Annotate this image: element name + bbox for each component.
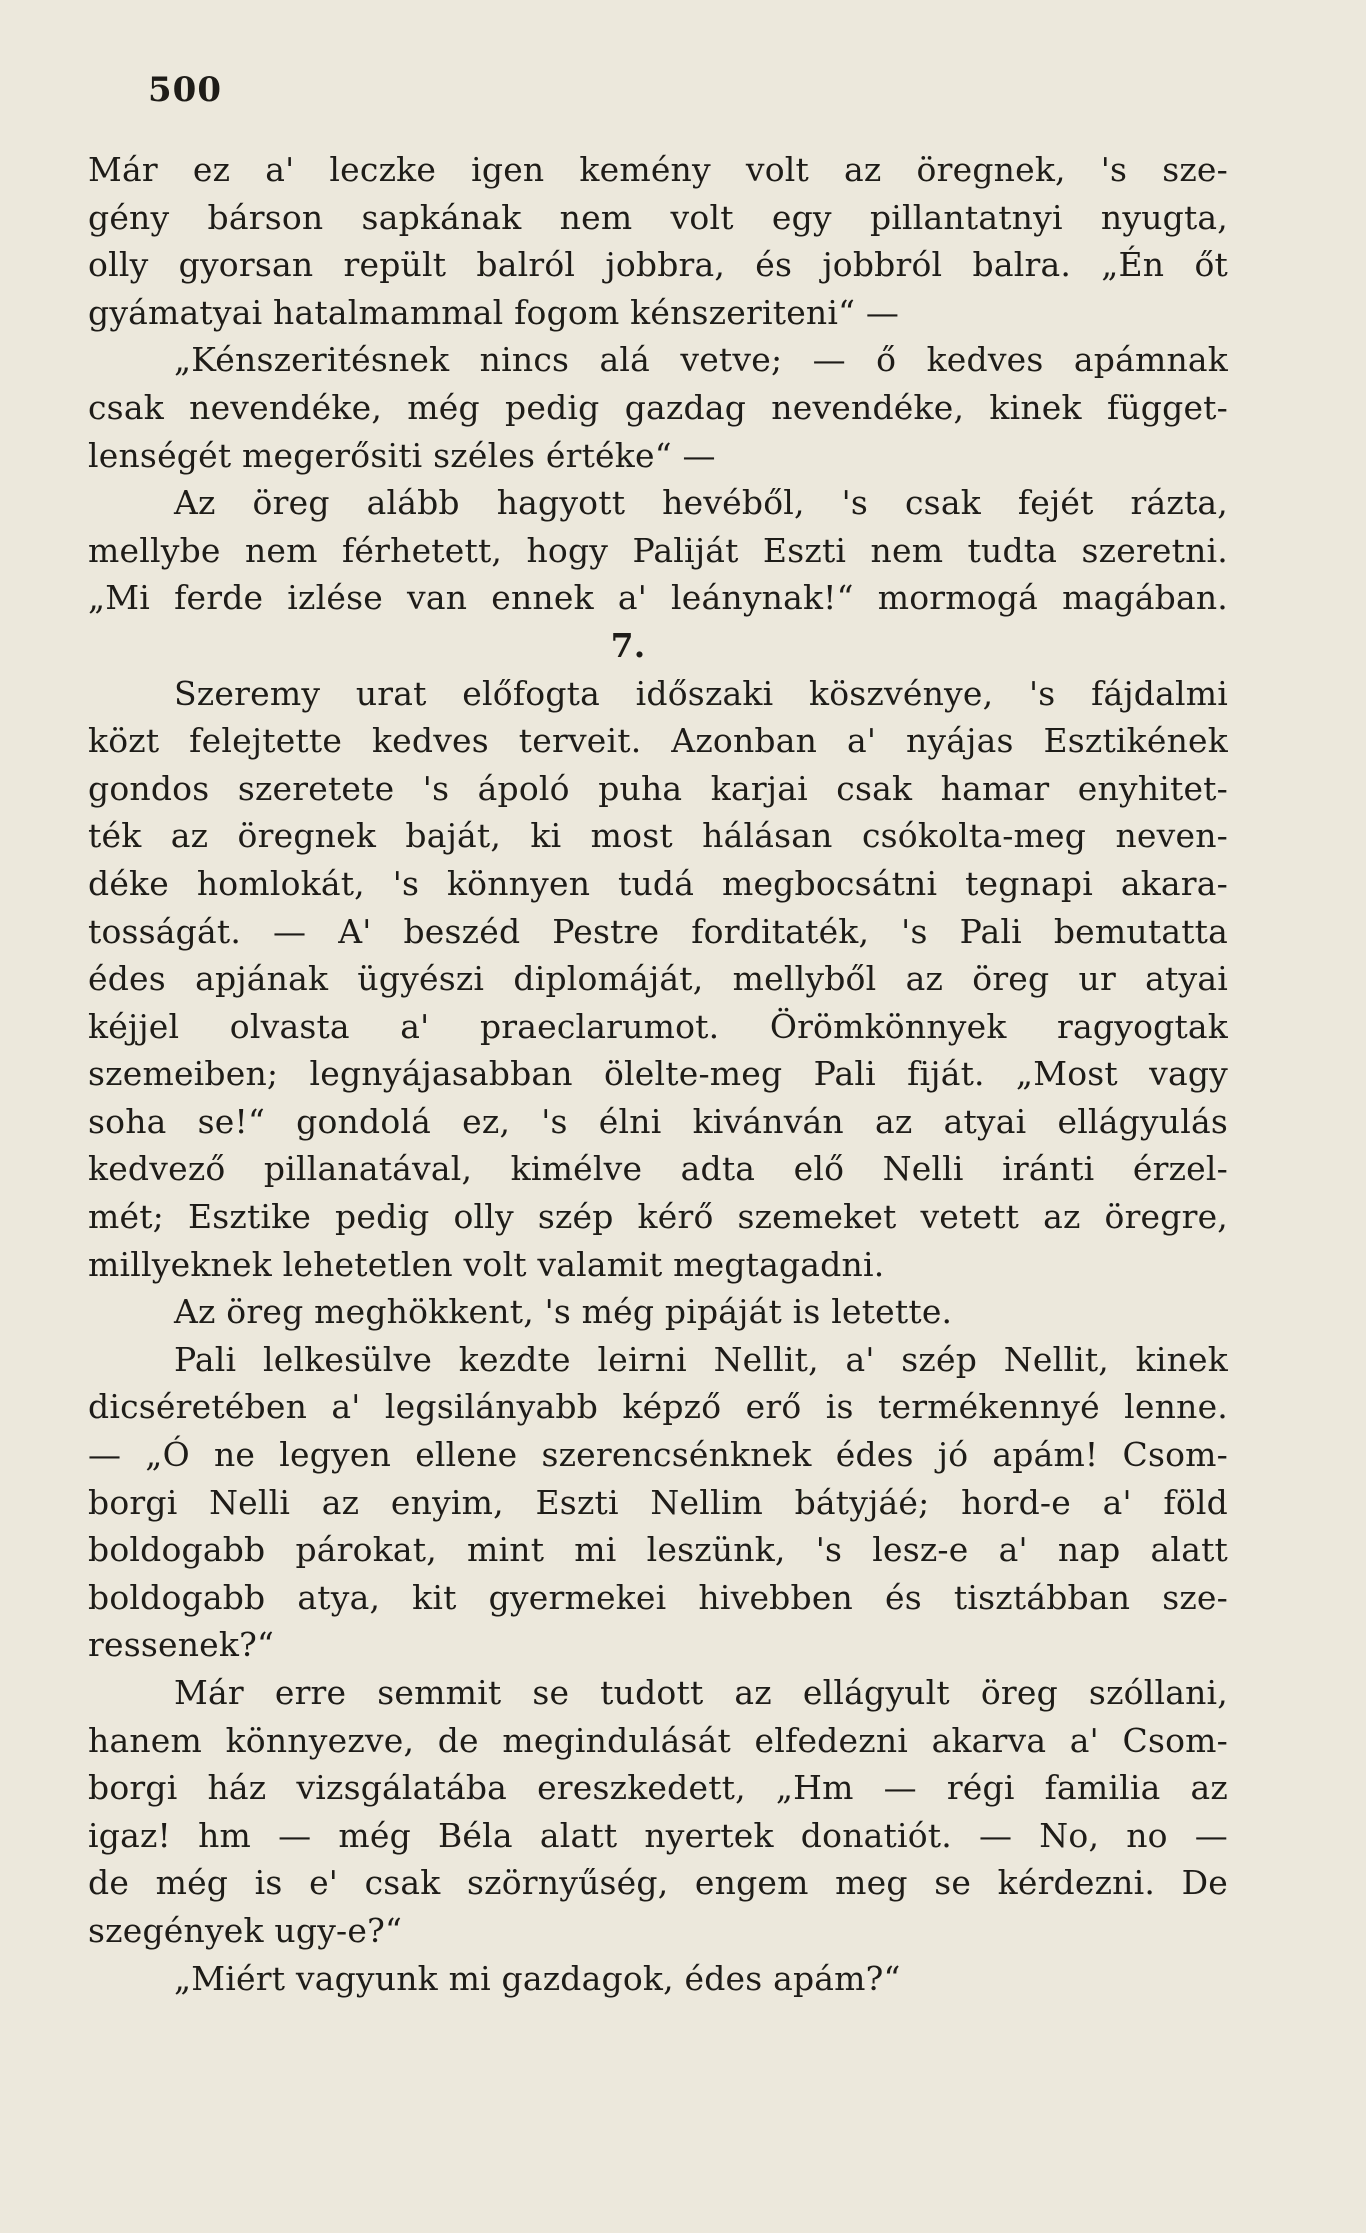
text-line: Pali lelkesülve kezdte leirni Nellit, a' szép Nellit, kinek: [174, 1339, 1228, 1379]
text-line: közt felejtette kedves terveit. Azonban a' nyájas Esztikének: [88, 721, 1228, 761]
text-line: kéjjel olvasta a' praeclarumot. Örömkönnyek ragyogtak: [88, 1006, 1228, 1046]
text-line: Az öreg alább hagyott hevéből, 's csak fejét rázta,: [174, 483, 1228, 523]
text-line: „Mi ferde izlése van ennek a' leánynak!“ mormogá magában.: [88, 578, 1228, 618]
text-line: mellybe nem férhetett, hogy Paliját Eszti nem tudta szeretni.: [88, 530, 1228, 570]
text-line: de még is e' csak szörnyűség, engem meg se kérdezni. De: [88, 1863, 1228, 1903]
page-number: 500: [148, 70, 222, 110]
text-line: dicséretében a' legsilányabb képző erő is termékennyé lenne.: [88, 1387, 1228, 1427]
text-line: gyámatyai hatalmammal fogom kénszeriteni“ —: [88, 292, 900, 332]
body-text: [88, 146, 1228, 2002]
text-line: — „Ó ne legyen ellene szerencsénknek édes jó apám! Csom-: [88, 1435, 1228, 1475]
text-line: Az öreg meghökkent, 's még pipáját is letette.: [174, 1292, 953, 1332]
text-line: gondos szeretete 's ápoló puha karjai csak hamar enyhitet-: [88, 768, 1228, 808]
text-line: boldogabb atya, kit gyermekei hivebben és tisztábban sze-: [88, 1577, 1228, 1617]
text-line: ték az öregnek baját, ki most hálásan csókolta-meg neven-: [88, 816, 1228, 856]
text-line: Szeremy urat előfogta időszaki köszvénye, 's fájdalmi: [174, 673, 1228, 713]
text-line: Már ez a' leczke igen kemény volt az öregnek, 's sze-: [88, 150, 1228, 189]
text-line: „Kénszeritésnek nincs alá vetve; — ő kedves apámnak: [174, 340, 1228, 380]
text-line: borgi ház vizsgálatába ereszkedett, „Hm — régi familia az: [88, 1768, 1228, 1808]
text-line: „Miért vagyunk mi gazdagok, édes apám?“: [174, 1958, 901, 1998]
text-line: ressenek?“: [88, 1625, 275, 1665]
text-line: igaz! hm — még Béla alatt nyertek donatiót. — No, no —: [88, 1815, 1228, 1855]
section-number: 7.: [610, 625, 646, 665]
text-line: tosságát. — A' beszéd Pestre forditaték, 's Pali bemutatta: [88, 911, 1228, 951]
text-line: szegények ugy-e?“: [88, 1910, 403, 1950]
text-line: déke homlokát, 's könnyen tudá megbocsátni tegnapi akara-: [88, 863, 1228, 903]
text-line: soha se!“ gondolá ez, 's élni kivánván az atyai ellágyulás: [88, 1101, 1228, 1141]
text-line: gény bárson sapkának nem volt egy pillantatnyi nyugta,: [88, 197, 1228, 237]
text-line: borgi Nelli az enyim, Eszti Nellim bátyjáé; hord-e a' föld: [88, 1482, 1228, 1522]
text-line: édes apjának ügyészi diplomáját, mellyből az öreg ur atyai: [88, 959, 1228, 999]
text-line: szemeiben; legnyájasabban ölelte-meg Pali fiját. „Most vagy: [88, 1054, 1228, 1094]
text-line: lenségét megerősiti széles értéke“ —: [88, 435, 716, 475]
text-line: csak nevendéke, még pedig gazdag nevendéke, kinek függet-: [88, 387, 1228, 427]
text-line: millyeknek lehetetlen volt valamit megtagadni.: [88, 1244, 885, 1284]
text-line: Már erre semmit se tudott az ellágyult öreg szóllani,: [174, 1673, 1228, 1712]
text-line: kedvező pillanatával, kimélve adta elő Nelli iránti érzel-: [88, 1149, 1228, 1189]
text-line: olly gyorsan repült balról jobbra, és jobbról balra. „Én őt: [88, 245, 1228, 285]
text-line: hanem könnyezve, de megindulását elfedezni akarva a' Csom-: [88, 1720, 1228, 1760]
text-line: boldogabb párokat, mint mi leszünk, 's lesz-e a' nap alatt: [88, 1530, 1228, 1570]
text-line: mét; Esztike pedig olly szép kérő szemeket vetett az öregre,: [88, 1197, 1228, 1237]
